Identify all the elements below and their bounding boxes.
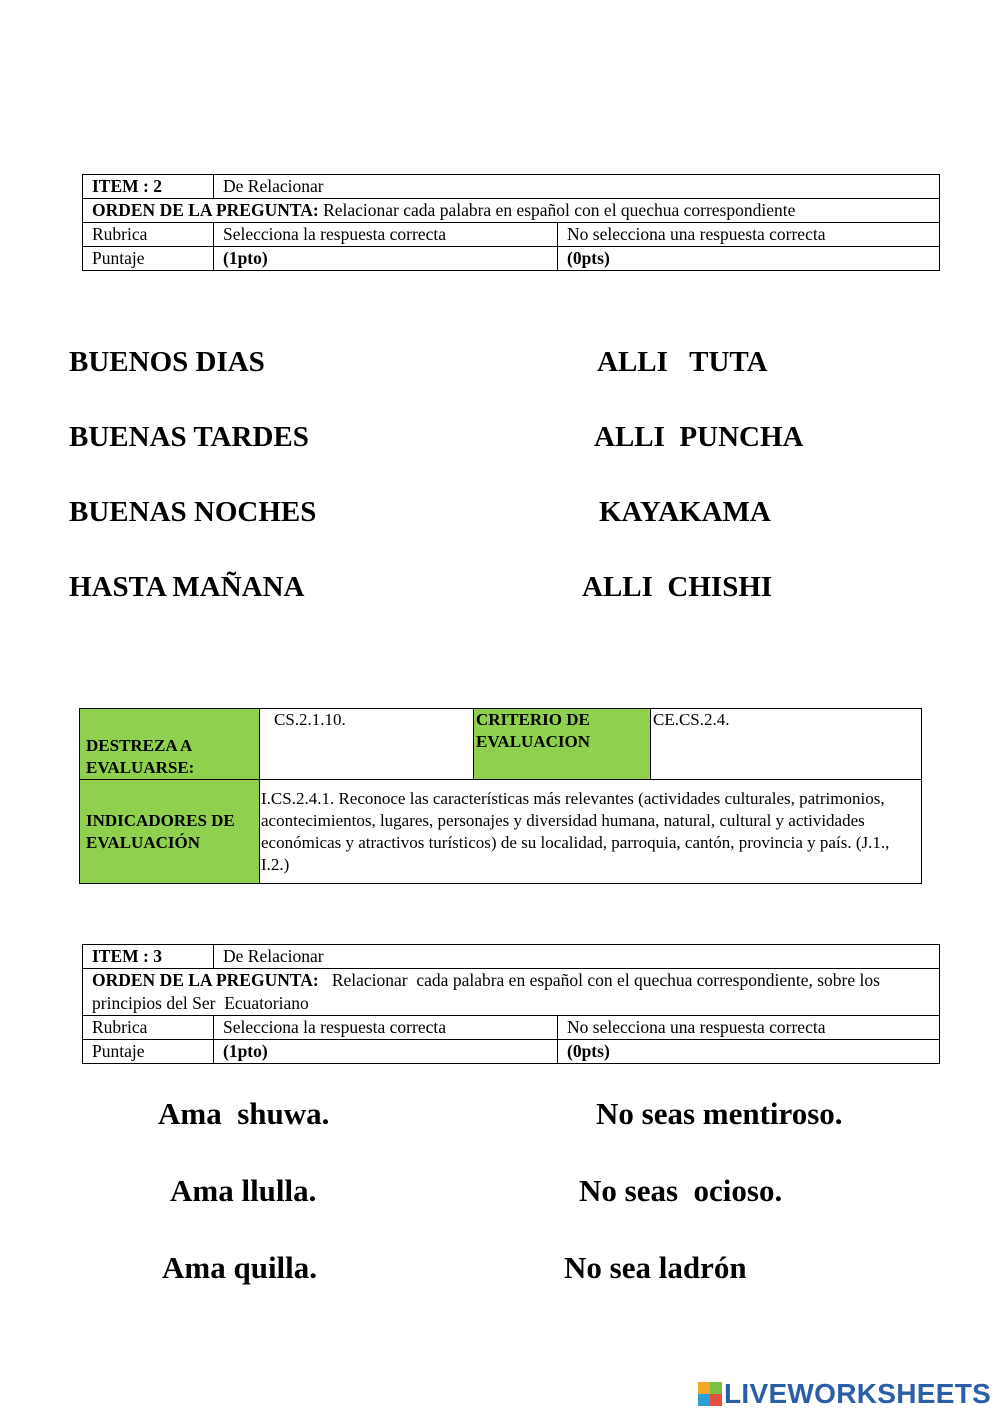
match1-left-3[interactable]: BUENAS NOCHES (69, 496, 317, 528)
match1-left-1[interactable]: BUENOS DIAS (69, 346, 265, 378)
item-3-puntaje-label: Puntaje (83, 1040, 214, 1064)
item-2-puntaje-incorrect: (0pts) (558, 247, 940, 271)
match1-left-4[interactable]: HASTA MAÑANA (69, 571, 305, 603)
match1-right-3[interactable]: KAYAKAMA (599, 496, 771, 528)
item-3-type: De Relacionar (214, 945, 940, 969)
match2-left-2[interactable]: Ama llulla. (170, 1173, 317, 1208)
item-2-rubrica-correct: Selecciona la respuesta correcta (214, 223, 558, 247)
match1-right-2[interactable]: ALLI PUNCHA (594, 421, 804, 453)
item-2-rubrica-incorrect: No selecciona una respuesta correcta (558, 223, 940, 247)
match1-right-1[interactable]: ALLI TUTA (597, 346, 768, 378)
destreza-label: DESTREZA A EVALUARSE: (80, 709, 260, 780)
brand-name: LIVEWORKSHEETS (724, 1378, 992, 1409)
item-3-table (82, 944, 940, 1064)
match2-right-3[interactable]: No sea ladrón (564, 1250, 747, 1285)
item-2-rubrica-label: Rubrica (83, 223, 214, 247)
logo-square-3 (698, 1394, 710, 1406)
match2-right-1[interactable]: No seas mentiroso. (596, 1096, 843, 1131)
item-3-puntaje-correct: (1pto) (214, 1040, 558, 1064)
liveworksheets-brand (698, 1376, 991, 1412)
item-2-puntaje-correct: (1pto) (214, 247, 558, 271)
match2-left-3[interactable]: Ama quilla. (162, 1250, 318, 1285)
item-2-type: De Relacionar (214, 175, 940, 199)
item-3-rubrica-correct: Selecciona la respuesta correcta (214, 1016, 558, 1040)
logo-square-2 (710, 1382, 722, 1394)
item-2-orden: ORDEN DE LA PREGUNTA: Relacionar cada palabra en español con el quechua correspondiente (83, 199, 940, 223)
item-3-orden: ORDEN DE LA PREGUNTA: Relacionar cada palabra en español con el quechua correspondiente, sobre los principios del Ser Ecuatoriano (83, 969, 940, 1016)
item-3-rubrica-incorrect: No selecciona una respuesta correcta (558, 1016, 940, 1040)
match1-right-4[interactable]: ALLI CHISHI (582, 571, 773, 603)
item-3-puntaje-incorrect: (0pts) (558, 1040, 940, 1064)
criteria-table (79, 708, 922, 884)
item-3-rubrica-label: Rubrica (83, 1016, 214, 1040)
match2-left-1[interactable]: Ama shuwa. (158, 1096, 330, 1131)
indicadores-label: INDICADORES DE EVALUACIÓN (80, 780, 260, 884)
criterio-label: CRITERIO DE EVALUACION (474, 709, 651, 780)
logo-square-4 (710, 1394, 722, 1406)
criterio-code: CE.CS.2.4. (651, 709, 922, 780)
match2-right-2[interactable]: No seas ocioso. (579, 1173, 783, 1208)
liveworksheets-logo-icon (698, 1382, 722, 1406)
item-2-table (82, 174, 940, 271)
item-2-label: ITEM : 2 (83, 175, 214, 199)
match1-left-2[interactable]: BUENAS TARDES (69, 421, 309, 453)
logo-square-1 (698, 1382, 710, 1394)
indicadores-text: I.CS.2.4.1. Reconoce las características más relevantes (actividades culturales, patrimonios, acontecimientos, lugares, personajes y diversidad humana, natural, cultural y actividades económicas y atractivos turísticos) de su localidad, parroquia, cantón, provincia y país. (J.1., I.2.) (260, 780, 922, 884)
item-2-puntaje-label: Puntaje (83, 247, 214, 271)
destreza-code: CS.2.1.10. (260, 709, 474, 780)
item-3-label: ITEM : 3 (83, 945, 214, 969)
